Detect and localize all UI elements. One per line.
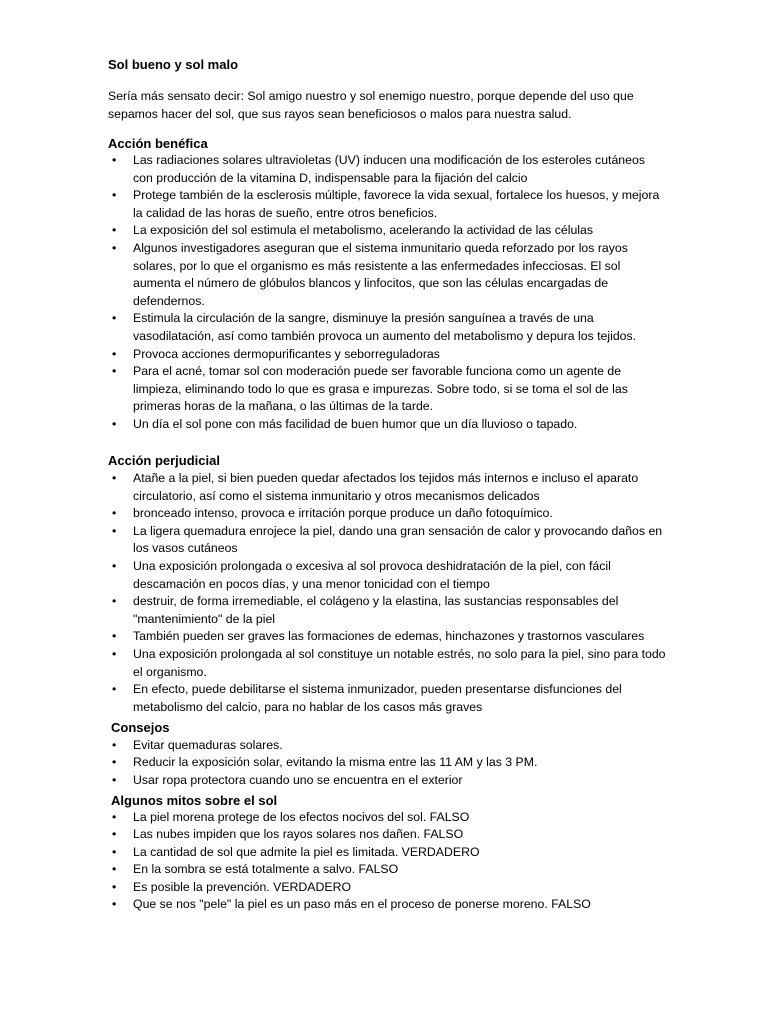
list-item: • Estimula la circulación de la sangre, disminuye la presión sanguínea a través de una vasodilatación, así como también provoca un aumento del metabolismo y depura los tejidos.: [108, 310, 668, 345]
list-item: • Protege también de la esclerosis múltiple, favorece la vida sexual, fortalece los huesos, y mejora la calidad de las horas de sueño, entre otros beneficios.: [108, 187, 668, 222]
section-heading-accion-benefica: Acción benéfica: [108, 136, 208, 151]
list-item: • Una exposición prolongada o excesiva al sol provoca deshidratación de la piel, con fácil descamación en pocos días, y una menor tonicidad con el tiempo: [108, 558, 668, 593]
list-item: • También pueden ser graves las formaciones de edemas, hinchazones y trastornos vasculares: [108, 628, 668, 646]
list-item: • Una exposición prolongada al sol constituye un notable estrés, no solo para la piel, sino para todo el organismo.: [108, 646, 668, 681]
section-heading-mitos: Algunos mitos sobre el sol: [111, 793, 278, 808]
list-item: • La piel morena protege de los efectos nocivos del sol. FALSO: [108, 809, 668, 826]
list-item: • destruir, de forma irremediable, el colágeno y la elastina, las sustancias responsables del "mantenimiento" de la piel: [108, 593, 668, 628]
list-item: • Es posible la prevención. VERDADERO: [108, 879, 668, 896]
list-item: • En efecto, puede debilitarse el sistema inmunizador, pueden presentarse disfunciones del metabolismo del calcio, para no hablar de los casos más graves: [108, 681, 668, 716]
list-item: • La exposición del sol estimula el metabolismo, acelerando la actividad de las células: [108, 222, 668, 240]
list-item: • Algunos investigadores aseguran que el sistema inmunitario queda reforzado por los rayos solares, por lo que el organismo es más resistente a las enfermedades infecciosas. El sol aumenta el número de glóbulos blancos y linfocitos, que son las células encargadas de defendernos.: [108, 240, 668, 310]
list-item: • Las radiaciones solares ultravioletas (UV) inducen una modificación de los esteroles cutáneos con producción de la vitamina D, indispensable para la fijación del calcio: [108, 152, 668, 187]
list-accion-benefica: [108, 152, 668, 434]
list-consejos: [108, 737, 668, 789]
list-item: • Un día el sol pone con más facilidad de buen humor que un día lluvioso o tapado.: [108, 416, 668, 434]
list-item: • Las nubes impiden que los rayos solares nos dañen. FALSO: [108, 826, 668, 843]
list-item: • La ligera quemadura enrojece la piel, dando una gran sensación de calor y provocando daños en los vasos cutáneos: [108, 523, 668, 558]
list-mitos: [108, 809, 668, 913]
list-item: • Que se nos "pele" la piel es un paso más en el proceso de ponerse moreno. FALSO: [108, 896, 668, 913]
list-item: • La cantidad de sol que admite la piel es limitada. VERDADERO: [108, 844, 668, 861]
list-item: • En la sombra se está totalmente a salvo. FALSO: [108, 861, 668, 878]
list-item: • Provoca acciones dermopurificantes y seborreguladoras: [108, 346, 668, 364]
list-item: • bronceado intenso, provoca e irritación porque produce un daño fotoquímico.: [108, 505, 668, 523]
list-item: • Para el acné, tomar sol con moderación puede ser favorable funciona como un agente de limpieza, eliminando todo lo que es grasa e impurezas. Sobre todo, si se toma el sol de las primeras horas de la mañana, o las últimas de la tarde.: [108, 363, 668, 416]
section-heading-consejos: Consejos: [111, 720, 170, 735]
list-item: • Reducir la exposición solar, evitando la misma entre las 11 AM y las 3 PM.: [108, 754, 668, 771]
list-item: • Atañe a la piel, si bien pueden quedar afectados los tejidos más internos e incluso el aparato circulatorio, así como el sistema inmunitario y otros mecanismos delicados: [108, 470, 668, 505]
intro-paragraph: Sería más sensato decir: Sol amigo nuestro y sol enemigo nuestro, porque depende del uso que sepamos hacer del sol, que sus rayos sean beneficiosos o malos para nuestra salud.: [108, 89, 634, 121]
section-heading-accion-perjudicial: Acción perjudicial: [108, 453, 220, 468]
list-item: • Evitar quemaduras solares.: [108, 737, 668, 754]
list-accion-perjudicial: [108, 470, 668, 716]
document-title: Sol bueno y sol malo: [108, 57, 239, 72]
list-item: • Usar ropa protectora cuando uno se encuentra en el exterior: [108, 772, 668, 789]
